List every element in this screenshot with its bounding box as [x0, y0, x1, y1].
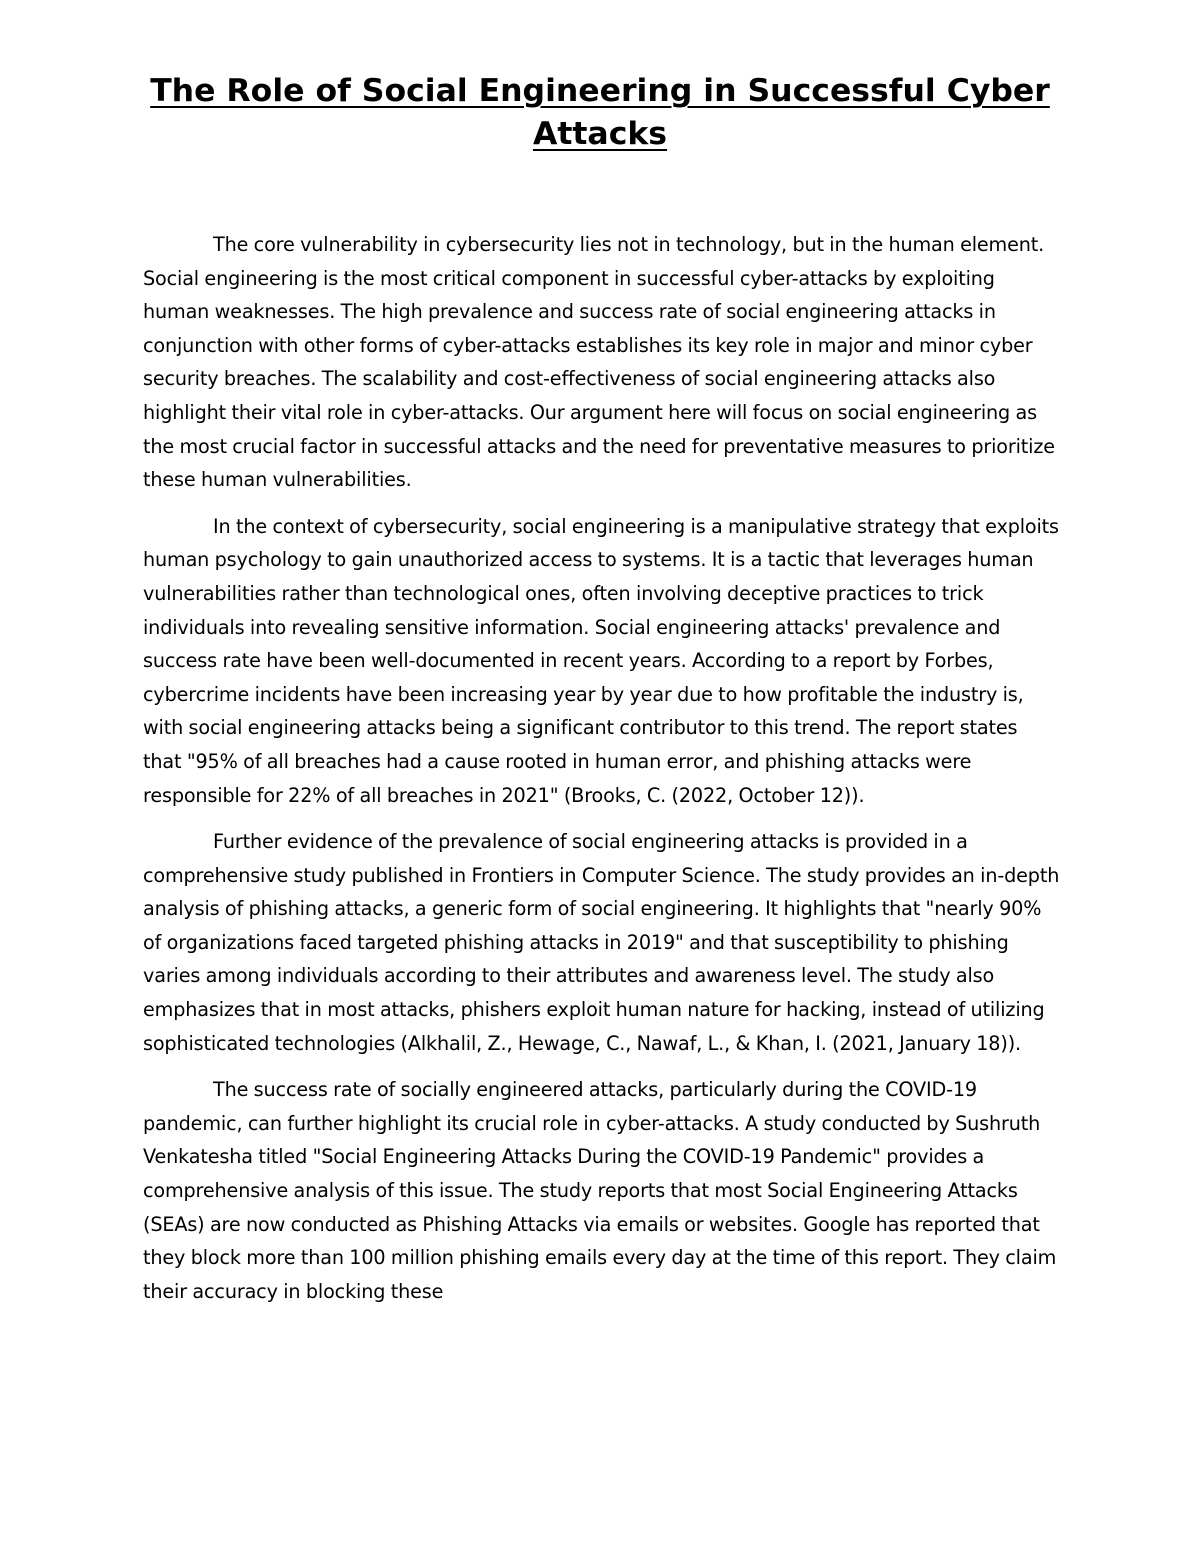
paragraph-2: In the context of cybersecurity, social engineering is a manipulative strategy that exploits human psychology to gain unauthorized access to systems. It is a tactic that leverages human vulnerabilities rather than technological ones, often involving deceptive practices to trick individuals into revealing sensitive information. Social engineering attacks' prevalence and success rate have been well-documented in recent years. According to a report by Forbes, cybercrime incidents have been increasing year by year due to how profitable the industry is, with social engineering attacks being a significant contributor to this trend. The report states that "95% of all breaches had a cause rooted in human error, and phishing attacks were responsible for 22% of all breaches in 2021" (Brooks, C. (2022, October 12)). — [143, 514, 1059, 807]
document-body — [143, 228, 1061, 1321]
document-title: The Role of Social Engineering in Successful Cyber Attacks — [150, 73, 1050, 152]
paragraph-4: The success rate of socially engineered attacks, particularly during the COVID-19 pandemic, can further highlight its crucial role in cyber-attacks. A study conducted by Sushruth Venkatesha titled "Social Engineering Attacks During the COVID-19 Pandemic" provides a comprehensive analysis of this issue. The study reports that most Social Engineering Attacks (SEAs) are now conducted as Phishing Attacks via emails or websites. Google has reported that they block more than 100 million phishing emails every day at the time of this report. They claim their accuracy in blocking these — [143, 1078, 1057, 1303]
paragraph-1: The core vulnerability in cybersecurity lies not in technology, but in the human element. Social engineering is the most critical component in successful cyber-attacks by exploiting human weaknesses. The high prevalence and success rate of social engineering attacks in conjunction with other forms of cyber-attacks establishes its key role in major and minor cyber security breaches. The scalability and cost-effectiveness of social engineering attacks also highlight their vital role in cyber-attacks. Our argument here will focus on social engineering as the most crucial factor in successful attacks and the need for preventative measures to prioritize these human vulnerabilities. — [143, 233, 1055, 492]
paragraph-3: Further evidence of the prevalence of social engineering attacks is provided in a comprehensive study published in Frontiers in Computer Science. The study provides an in-depth analysis of phishing attacks, a generic form of social engineering. It highlights that "nearly 90% of organizations faced targeted phishing attacks in 2019" and that susceptibility to phishing varies among individuals according to their attributes and awareness level. The study also emphasizes that in most attacks, phishers exploit human nature for hacking, instead of utilizing sophisticated technologies (Alkhalil, Z., Hewage, C., Nawaf, L., & Khan, I. (2021, January 18)). — [143, 830, 1060, 1055]
